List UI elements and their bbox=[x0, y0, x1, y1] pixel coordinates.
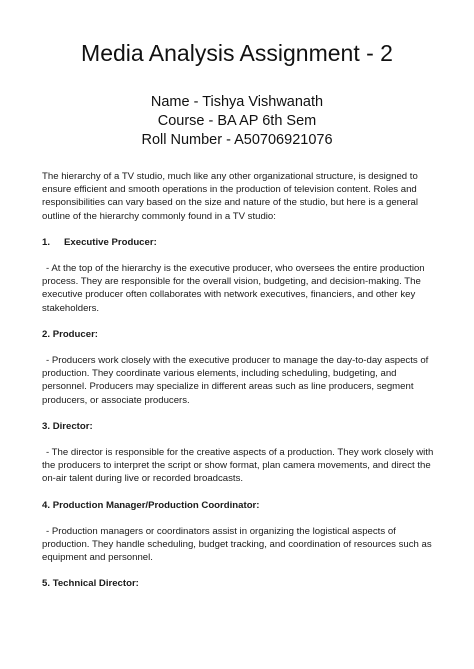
section-heading-text: Executive Producer: bbox=[64, 236, 157, 248]
section-paragraph: - Producers work closely with the executive producer to manage the day-to-day aspects of production. They coordinate various elements, including scheduling, budgeting, and personnel. Producers may specialize in different areas such as line producers, segment producers, or associate producers. bbox=[42, 355, 429, 406]
section-number: 2. bbox=[42, 328, 51, 340]
section-paragraph: - Production managers or coordinators assist in organizing the logistical aspects of production. They handle scheduling, budget tracking, and coordination of resources such as equipment and personnel. bbox=[42, 525, 432, 564]
section-paragraph: - The director is responsible for the creative aspects of a production. They work closely with the producers to interpret the script or show format, plan camera movements, and direct the on-air talent during live or recorded broadcasts. bbox=[42, 447, 434, 485]
author-info bbox=[0, 93, 474, 150]
document-body bbox=[42, 170, 442, 604]
section-heading-text: Producer: bbox=[52, 328, 99, 340]
section-paragraph: - At the top of the hierarchy is the executive producer, who oversees the entire production process. They are responsible for the overall vision, budgeting, and decision-making. The executive producer often collaborates with network executives, financiers, and other key stakeholders. bbox=[42, 263, 425, 314]
name-line: Name - Tishya Vishwanath bbox=[150, 94, 324, 110]
section-heading-text: Director: bbox=[52, 420, 93, 432]
section-number: 1. bbox=[42, 236, 51, 248]
section-heading bbox=[42, 236, 442, 249]
document-title: Media Analysis Assignment - 2 bbox=[81, 40, 393, 66]
section-number: 5. bbox=[42, 578, 51, 590]
section-heading-text: Production Manager/Production Coordinator: bbox=[52, 499, 260, 511]
section-number: 3. bbox=[42, 420, 51, 432]
section-heading bbox=[42, 577, 442, 590]
intro-paragraph: The hierarchy of a TV studio, much like any other organizational structure, is designed to ensure efficient and smooth operations in the production of television content. Roles and responsibilities can vary based on the size and nature of the studio, but here is a general outline of the hierarchy commonly found in a TV studio: bbox=[42, 171, 418, 222]
roll-number-line: Roll Number - A50706921076 bbox=[141, 132, 333, 148]
section-number: 4. bbox=[42, 499, 51, 511]
course-line: Course - BA AP 6th Sem bbox=[157, 113, 317, 129]
section-heading bbox=[42, 328, 442, 341]
section-heading-text: Technical Director: bbox=[52, 578, 139, 590]
section-heading bbox=[42, 499, 442, 512]
section-heading bbox=[42, 420, 442, 433]
